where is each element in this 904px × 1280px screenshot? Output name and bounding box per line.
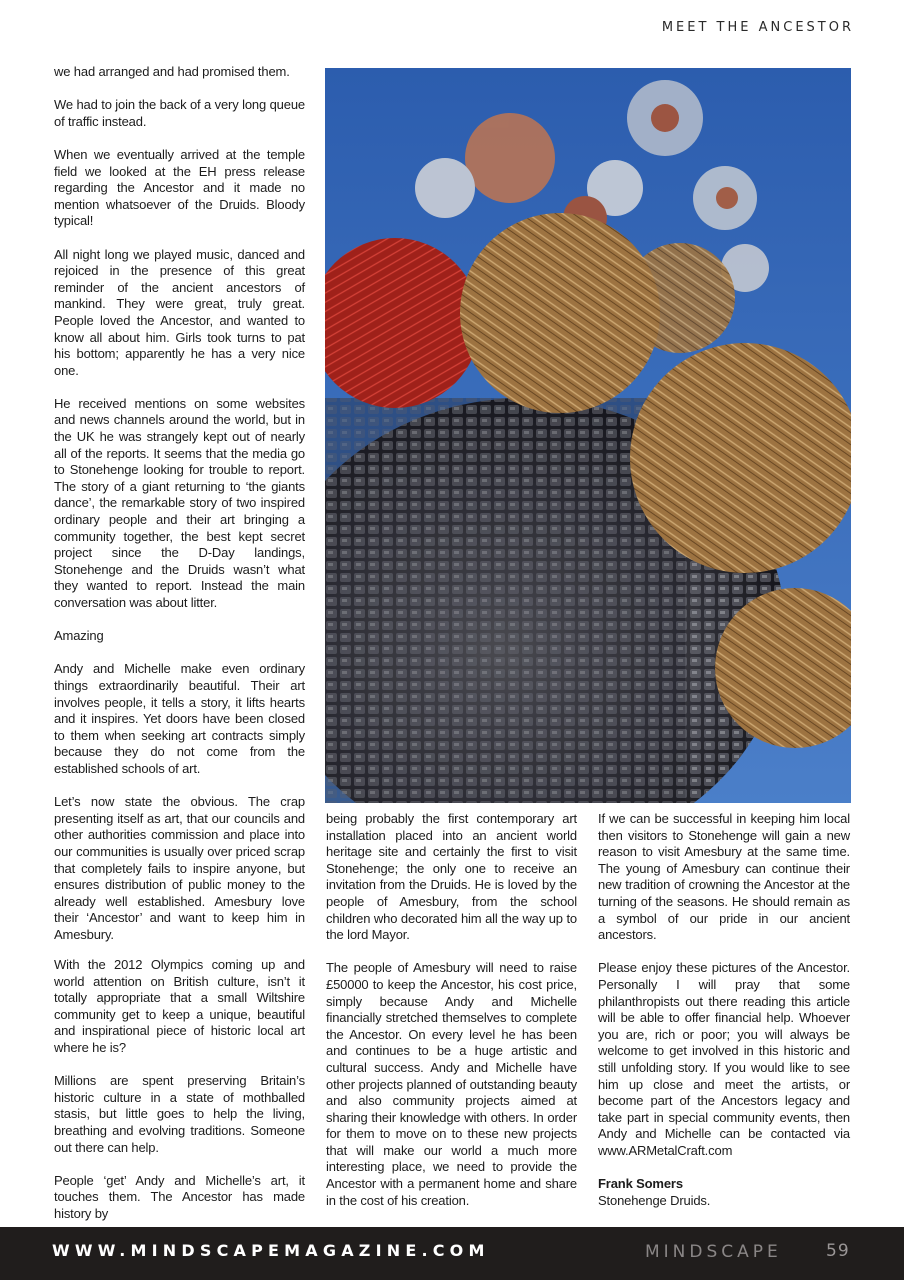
article-column-2 bbox=[326, 811, 577, 1226]
magazine-brand: MINDSCAPE bbox=[645, 1242, 782, 1262]
paragraph: All night long we played music, danced and rejoiced in the presence of this great reminder of the ancient ancestors of mankind. They were great, truly great. People loved the Ancestor, and wanted to know all about him. Girls took turns to pat his bottom; apparently he has a very nice one. bbox=[54, 246, 305, 378]
paragraph: He received mentions on some websites and news channels around the world, but in the UK he was strangely kept out of nearly all of the reports. It seems that the media go to Stonehenge looking for trouble to report. The story of a giant returning to ‘the giants dance’, the remarkable story of two inspired ordinary people and their art bringing a community together, the best kept secret project since the D-Day landings, Stonehenge and the Druids wasn’t what they wanted to report. Instead the main conversation was about litter. bbox=[54, 395, 305, 610]
website-url[interactable]: WWW.MINDSCAPEMAGAZINE.COM bbox=[52, 1241, 490, 1260]
footer-bar bbox=[0, 1227, 904, 1280]
subheading: Amazing bbox=[54, 628, 104, 644]
paragraph: Please enjoy these pictures of the Ancestor. Personally I will pray that some philanthropists out there reading this article will be able to offer financial help. Whoever you are, rich or poor; you will always be welcome to get involved in this historic and still unfolding story. If you would like to see him up close and meet the artists, or become part of the Ancestors legacy and take part in special community events, then Andy and Michelle can be contacted via www.ARMetalCraft.com bbox=[598, 960, 850, 1158]
paragraph: If we can be successful in keeping him local then visitors to Stonehenge will gain a new reason to visit Amesbury at the same time. The young of Amesbury can continue their new tradition of crowning the Ancestor at the turning of the seasons. He should remain as a symbol of our pride in our ancient ancestors. bbox=[598, 811, 850, 943]
paragraph: When we eventually arrived at the temple field we looked at the EH press release regarding the Ancestor and it made no mention whatsoever of the Druids. Bloody typical! bbox=[54, 146, 305, 229]
paragraph: People ‘get’ Andy and Michelle’s art, it touches them. The Ancestor has made history by bbox=[54, 1172, 305, 1221]
article-column-3 bbox=[598, 811, 850, 1209]
article-column-1-lower bbox=[54, 957, 305, 1239]
author-name: Frank Somers bbox=[598, 1176, 683, 1192]
ancestor-sculpture-image bbox=[325, 68, 851, 803]
page-number: 59 bbox=[826, 1241, 850, 1261]
section-title: MEET THE ANCESTOR bbox=[661, 20, 854, 35]
paragraph: Let’s now state the obvious. The crap presenting itself as art, that our councils and other authorities commission and place into our communities is usually over priced scrap that completely fails to inspire anyone, but ensures distribution of public money to the already well established. Amesbury love their ‘Ancestor’ and want to keep him in Amesbury. bbox=[54, 794, 305, 942]
paragraph: Andy and Michelle make even ordinary things extraordinarily beautiful. Their art involves people, it tells a story, it lifts hearts and it inspires. Yet doors have been closed to them when seeking art contracts simply because they do not come from the established schools of art. bbox=[54, 661, 305, 776]
author-affiliation: Stonehenge Druids. bbox=[598, 1192, 711, 1208]
paragraph: we had arranged and had promised them. bbox=[54, 64, 290, 79]
paragraph: With the 2012 Olympics coming up and world attention on British culture, isn’t it totally appropriate that a small Wiltshire community get to keep a unique, beautiful and inspirational piece of historic local art where he is? bbox=[54, 957, 305, 1055]
article-column-1 bbox=[54, 64, 305, 960]
paragraph: being probably the first contemporary art installation placed into an ancient world heritage site and certainly the first to visit Stonehenge; the only one to receive an invitation from the Druids. He is loved by the people of Amesbury, from the school children who decorated him all the way up to the lord Mayor. bbox=[326, 811, 577, 943]
paragraph: The people of Amesbury will need to raise £50000 to keep the Ancestor, his cost price, simply because Andy and Michelle financially stretched themselves to complete the Ancestor. On every level he has been and continues to be a huge artistic and cultural success. Andy and Michelle have other projects planned of outstanding beauty and also community projects aimed at sharing their knowledge with others. In order for them to move on to these new projects that will make our world a much more interesting place, we need to provide the Ancestor with a permanent home and share in the cost of his creation. bbox=[326, 960, 577, 1208]
paragraph: We had to join the back of a very long queue of traffic instead. bbox=[54, 97, 305, 129]
paragraph: Millions are spent preserving Britain’s historic culture in a state of mothballed stasis, but little goes to help the living, breathing and evolving traditions. Someone out there can help. bbox=[54, 1073, 305, 1155]
